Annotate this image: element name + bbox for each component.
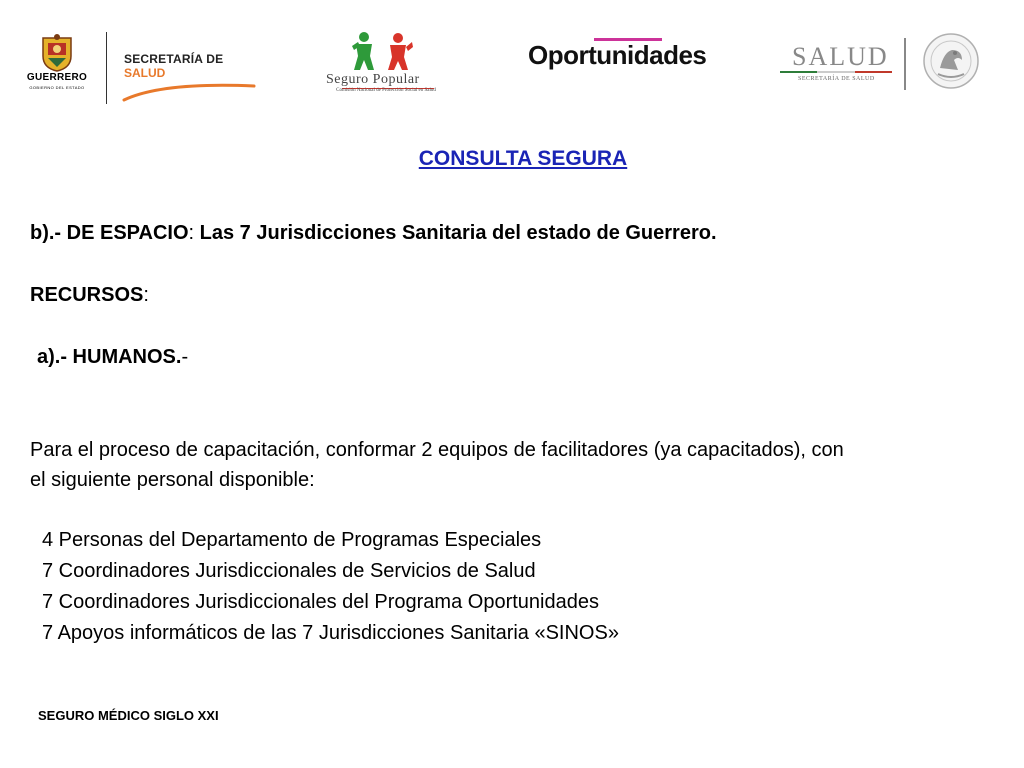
seguro-popular-subtitle: Comisión Nacional de Protección Social en Salud [336, 88, 436, 93]
espacio-label: b).- DE ESPACIO [30, 222, 189, 244]
guerrero-logo [22, 34, 92, 104]
seguro-popular-logo [322, 30, 442, 108]
seal-divider [904, 38, 906, 90]
salud-federal-subtitle: SECRETARÍA DE SALUD [798, 76, 875, 82]
espacio-line [30, 220, 717, 246]
capacitacion-paragraph [30, 435, 844, 495]
secretaria-salud-line2: SALUD [124, 66, 166, 80]
list-item: 4 Personas del Departamento de Programas Especiales [42, 529, 542, 551]
list-item: 7 Apoyos informáticos de las 7 Jurisdicciones Sanitaria «SINOS» [42, 622, 619, 644]
list-item: 7 Coordinadores Jurisdiccionales del Programa Oportunidades [42, 591, 599, 613]
humanos-heading [37, 344, 188, 370]
paragraph-line-2: el siguiente personal disponible: [30, 469, 315, 491]
tricolor-line-icon [780, 70, 892, 74]
humanos-suffix: - [181, 346, 189, 368]
guerrero-name: GUERRERO [26, 72, 88, 83]
personnel-list [42, 525, 619, 649]
guerrero-subtitle: GOBIERNO DEL ESTADO [29, 85, 85, 90]
espacio-separator: : [188, 222, 200, 244]
espacio-text: Las 7 Jurisdicciones Sanitaria del estado de Guerrero. [199, 222, 717, 244]
recursos-heading [30, 282, 149, 308]
list-item: 7 Coordinadores Jurisdiccionales de Servicios de Salud [42, 560, 536, 582]
humanos-label: a).- HUMANOS. [37, 346, 182, 368]
salud-federal-logo [778, 38, 898, 98]
salud-federal-name: SALUD [792, 42, 889, 71]
secretaria-salud-logo [120, 44, 260, 106]
children-figures-icon [350, 30, 414, 72]
paragraph-line-1: Para el proceso de capacitación, conformar 2 equipos de facilitadores (ya capacitados), con [30, 439, 844, 461]
recursos-label: RECURSOS [30, 284, 144, 306]
recursos-suffix: : [143, 284, 149, 306]
seguro-popular-name: Seguro Popular [326, 72, 420, 87]
guerrero-crest-icon [40, 34, 74, 72]
oportunidades-logo: Oportunidades [528, 40, 707, 70]
secretaria-salud-line1: SECRETARÍA DE [124, 52, 224, 66]
page-title: CONSULTA SEGURA [418, 147, 628, 170]
mexico-seal-icon [922, 32, 980, 90]
logo-divider [106, 32, 107, 104]
orange-swoosh-icon [122, 78, 256, 102]
footer-text: SEGURO MÉDICO SIGLO XXI [38, 708, 219, 723]
